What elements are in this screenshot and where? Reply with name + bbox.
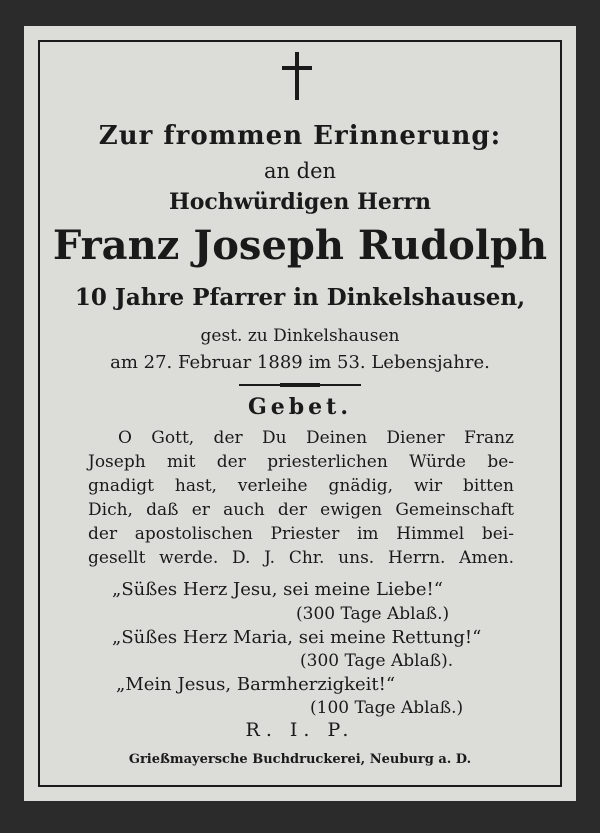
prayer-line: der apostolischen Priester im Himmel bei-: [88, 524, 514, 544]
invocation-text: „Mein Jesus, Barmherzigkeit!“: [116, 674, 396, 695]
prayer-line: gnadigt hast, verleihe gnädig, wir bitten: [88, 476, 514, 496]
death-date: am 27. Februar 1889 im 53. Lebensjahre.: [110, 352, 490, 373]
prayer-line: Dich, daß er auch der ewigen Gemeinschaft: [88, 500, 514, 520]
indulgence-text: (300 Tage Ablaß.): [296, 604, 450, 624]
invocation-text: „Süßes Herz Jesu, sei meine Liebe!“: [112, 579, 443, 600]
heading-honorific: Hochwürdigen Herrn: [168, 189, 432, 215]
indulgence-text: (300 Tage Ablaß).: [300, 651, 454, 671]
indulgence-text: (100 Tage Ablaß.): [310, 698, 464, 718]
prayer-line: gesellt werde. D. J. Chr. uns. Herrn. Amen.: [88, 548, 514, 568]
prayer-line: Joseph mit der priesterlichen Würde be-: [88, 452, 514, 472]
deceased-office: 10 Jahre Pfarrer in Dinkelshausen,: [74, 284, 526, 311]
printer-imprint: Grießmayersche Buchdruckerei, Neuburg a. D.: [128, 752, 472, 767]
prayer-line: O Gott, der Du Deinen Diener Franz: [118, 428, 514, 448]
prayer-title: Gebet.: [248, 394, 352, 420]
heading-an-den: an den: [263, 159, 337, 183]
divider-rule: [239, 384, 361, 386]
cross-icon: [282, 52, 312, 100]
death-place: gest. zu Dinkelshausen: [200, 326, 400, 346]
heading-remembrance: Zur frommen Erinnerung:: [98, 121, 502, 151]
deceased-name: Franz Joseph Rudolph: [52, 222, 548, 269]
memorial-card: [24, 26, 576, 801]
invocation-text: „Süßes Herz Maria, sei meine Rettung!“: [112, 627, 482, 648]
rip-text: R. I. P.: [245, 719, 355, 741]
